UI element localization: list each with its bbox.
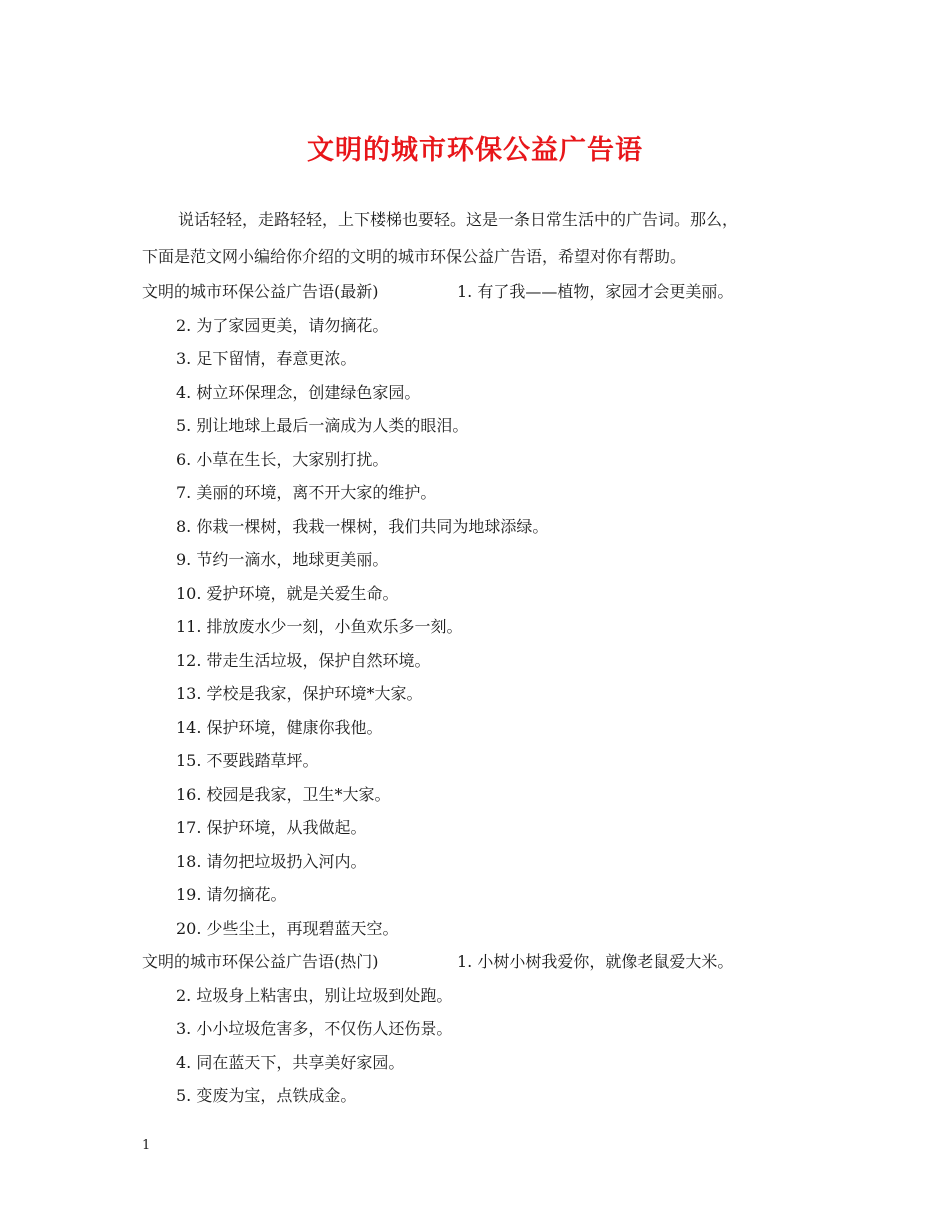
section-heading: 文明的城市环保公益广告语(最新) <box>142 282 379 301</box>
list-item: 5. 变废为宝，点铁成金。 <box>176 1086 357 1105</box>
list-item: 19. 请勿摘花。 <box>176 885 287 904</box>
list-item: 10. 爱护环境，就是关爱生命。 <box>176 584 399 603</box>
list-item: 16. 校园是我家，卫生*大家。 <box>176 785 391 804</box>
list-item: 1. 小树小树我爱你，就像老鼠爱大米。 <box>457 952 734 971</box>
list-item: 9. 节约一滴水，地球更美丽。 <box>176 550 389 569</box>
list-item: 20. 少些尘土，再现碧蓝天空。 <box>176 919 399 938</box>
intro-line-1: 说话轻轻，走路轻轻，上下楼梯也要轻。这是一条日常生活中的广告词。那么， <box>178 210 739 229</box>
intro-line-2: 下面是范文网小编给你介绍的文明的城市环保公益广告语，希望对你有帮助。 <box>142 247 687 266</box>
list-item: 5. 别让地球上最后一滴成为人类的眼泪。 <box>176 416 469 435</box>
list-item: 14. 保护环境，健康你我他。 <box>176 718 383 737</box>
list-item: 3. 足下留情，春意更浓。 <box>176 349 357 368</box>
list-item: 3. 小小垃圾危害多，不仅伤人还伤景。 <box>176 1019 453 1038</box>
list-item: 13. 学校是我家，保护环境*大家。 <box>176 684 423 703</box>
section-heading: 文明的城市环保公益广告语(热门) <box>142 952 379 971</box>
list-item: 12. 带走生活垃圾，保护自然环境。 <box>176 651 431 670</box>
section-heading-row <box>142 952 733 972</box>
list-item: 6. 小草在生长，大家别打扰。 <box>176 450 389 469</box>
list-item: 8. 你栽一棵树，我栽一棵树，我们共同为地球添绿。 <box>176 517 549 536</box>
document-title: 文明的城市环保公益广告语 <box>307 135 643 166</box>
list-item: 15. 不要践踏草坪。 <box>176 751 319 770</box>
list-item: 4. 同在蓝天下，共享美好家园。 <box>176 1053 405 1072</box>
list-item: 4. 树立环保理念，创建绿色家园。 <box>176 383 421 402</box>
list-item: 2. 垃圾身上粘害虫，别让垃圾到处跑。 <box>176 986 453 1005</box>
section-heading-row <box>142 282 733 302</box>
list-item: 18. 请勿把垃圾扔入河内。 <box>176 852 367 871</box>
list-item: 11. 排放废水少一刻，小鱼欢乐多一刻。 <box>176 617 463 636</box>
list-item: 1. 有了我——植物，家园才会更美丽。 <box>457 282 734 301</box>
list-item: 17. 保护环境，从我做起。 <box>176 818 367 837</box>
list-item: 7. 美丽的环境，离不开大家的维护。 <box>176 483 437 502</box>
list-item: 2. 为了家园更美，请勿摘花。 <box>176 316 389 335</box>
page-number: 1 <box>142 1138 151 1153</box>
